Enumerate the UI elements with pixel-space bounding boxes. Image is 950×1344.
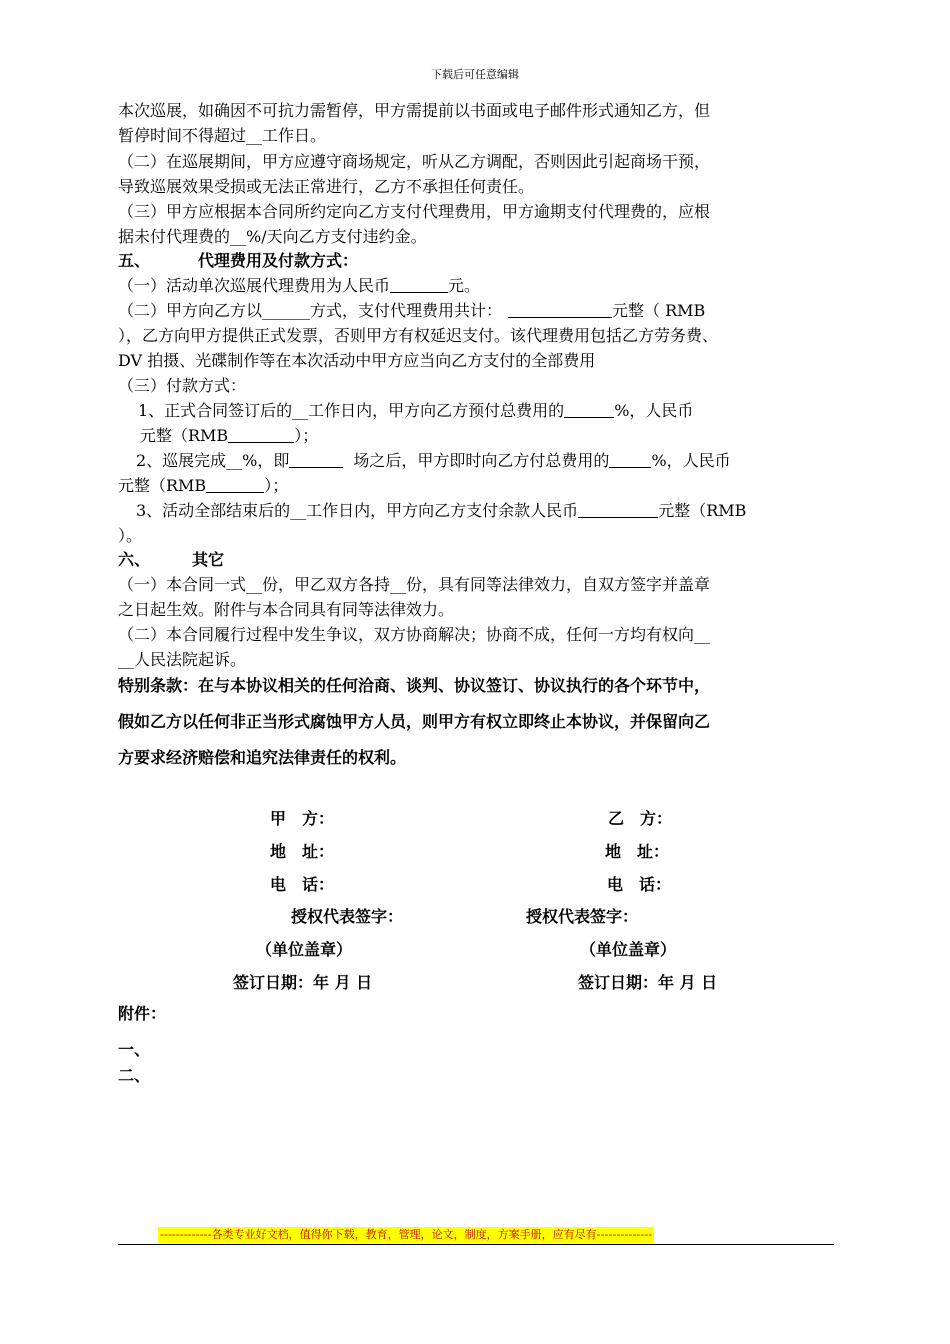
paragraph-line <box>118 275 834 297</box>
paragraph-line: ），乙方向甲方提供正式发票，否则甲方有权延迟支付。该代理费用包括乙方劳务费、 <box>118 326 719 345</box>
blank-underline <box>206 476 264 493</box>
attachment-item: 一、 <box>118 1040 151 1059</box>
phone-a-label: 电 话： <box>270 875 335 894</box>
paragraph-line <box>138 400 834 422</box>
address-b-label: 地 址： <box>605 842 670 861</box>
footer-divider <box>118 1244 834 1245</box>
section-title: 代理费用及付款方式： <box>198 251 359 270</box>
blank-underline <box>564 401 614 418</box>
text-span: ）； <box>264 476 289 495</box>
text-span: %，人民币 <box>614 401 694 420</box>
special-clause-line: 特别条款：在与本协议相关的任何洽商、谈判、协议签订、协议执行的各个环节中， <box>118 676 711 695</box>
paragraph-line: DV 拍摄、光碟制作等在本次活动中甲方应当向乙方支付的全部费用 <box>118 351 596 370</box>
paragraph-line <box>136 450 834 472</box>
section-number: 五、 <box>118 251 151 270</box>
text-span: %，人民币 <box>651 451 731 470</box>
seal-b-label: （单位盖章） <box>580 940 677 959</box>
special-clause-line: 假如乙方以任何非正当形式腐蚀甲方人员，则甲方有权立即终止本协议，并保留向乙 <box>118 712 711 731</box>
text-span: （一）活动单次巡展代理费用为人民币 <box>118 276 391 295</box>
paragraph-line <box>136 500 834 522</box>
attachments-title: 附件： <box>118 1004 167 1023</box>
text-span: 3、活动全部结束后的__工作日内，甲方向乙方支付余款人民币 <box>136 501 579 520</box>
page-header: 下载后可任意编辑 <box>431 68 519 81</box>
paragraph-line: 之日起生效。附件与本合同具有同等法律效力。 <box>118 600 455 619</box>
text-span: （二）甲方向乙方以______方式，支付代理费用共计： <box>118 301 503 320</box>
paragraph-line: 暂停时间不得超过__工作日。 <box>118 126 327 145</box>
seal-a-label: （单位盖章） <box>256 940 353 959</box>
paragraph-line: （二）本合同履行过程中发生争议，双方协商解决；协商不成，任何一方均有权向__ <box>118 625 711 644</box>
text-span: 元整（RMB <box>118 476 207 495</box>
text-span: 2、巡展完成__%，即 <box>136 451 290 470</box>
text-span: 元整（RMB <box>140 426 229 445</box>
blank-underline <box>289 451 343 468</box>
party-b-label: 乙 方： <box>608 809 673 828</box>
paragraph-line <box>118 300 834 322</box>
blank-underline <box>609 451 651 468</box>
section-heading-6 <box>118 549 834 571</box>
footer-banner: -------------各类专业好文档，值得你下载，教育，管理，论文，制度，方案手册，应有尽有-------------- <box>160 1228 653 1241</box>
text-span: ）； <box>294 426 319 445</box>
paragraph-line: 导致巡展效果受损或无法正常进行，乙方不承担任何责任。 <box>118 177 535 196</box>
paragraph-line: 本次巡展，如确因不可抗力需暂停，甲方需提前以书面或电子邮件形式通知乙方，但 <box>118 101 711 120</box>
text-span: 元。 <box>448 276 481 295</box>
text-span: 场之后，甲方即时向乙方付总费用的 <box>353 451 610 470</box>
blank-underline <box>390 276 448 293</box>
paragraph-line: ）。 <box>118 526 143 545</box>
date-b-label: 签订日期：年 月 日 <box>578 973 718 992</box>
representative-b-label: 授权代表签字： <box>526 907 639 926</box>
address-a-label: 地 址： <box>270 842 335 861</box>
paragraph-line: （三）付款方式： <box>118 376 247 395</box>
representative-a-label: 授权代表签字： <box>291 907 404 926</box>
paragraph-line: （二）在巡展期间，甲方应遵守商场规定，听从乙方调配，否则因此引起商场干预， <box>118 152 711 171</box>
date-a-label: 签订日期：年 月 日 <box>233 973 373 992</box>
section-number: 六、 <box>118 550 151 569</box>
paragraph-line: （一）本合同一式__份，甲乙双方各持__份，具有同等法律效力，自双方签字并盖章 <box>118 575 711 594</box>
paragraph-line: __人民法院起诉。 <box>118 650 247 669</box>
section-title: 其它 <box>192 550 225 569</box>
paragraph-line <box>140 425 834 447</box>
text-span: 元整（RMB <box>658 501 747 520</box>
party-a-label: 甲 方： <box>270 809 335 828</box>
blank-underline <box>228 426 294 443</box>
text-span: 1、正式合同签订后的__工作日内，甲方向乙方预付总费用的 <box>138 401 565 420</box>
blank-underline <box>508 301 612 318</box>
section-heading-5 <box>118 250 834 272</box>
paragraph-line: （三）甲方应根据本合同所约定向乙方支付代理费用，甲方逾期支付代理费的，应根 <box>118 202 711 221</box>
blank-underline <box>578 501 658 518</box>
phone-b-label: 电 话： <box>607 875 672 894</box>
paragraph-line: 据未付代理费的__%/天向乙方支付违约金。 <box>118 227 427 246</box>
attachment-item: 二、 <box>118 1066 151 1085</box>
special-clause-line: 方要求经济赔偿和追究法律责任的权利。 <box>118 748 407 767</box>
paragraph-line <box>118 475 834 497</box>
text-span: 元整（ RMB <box>612 301 706 320</box>
